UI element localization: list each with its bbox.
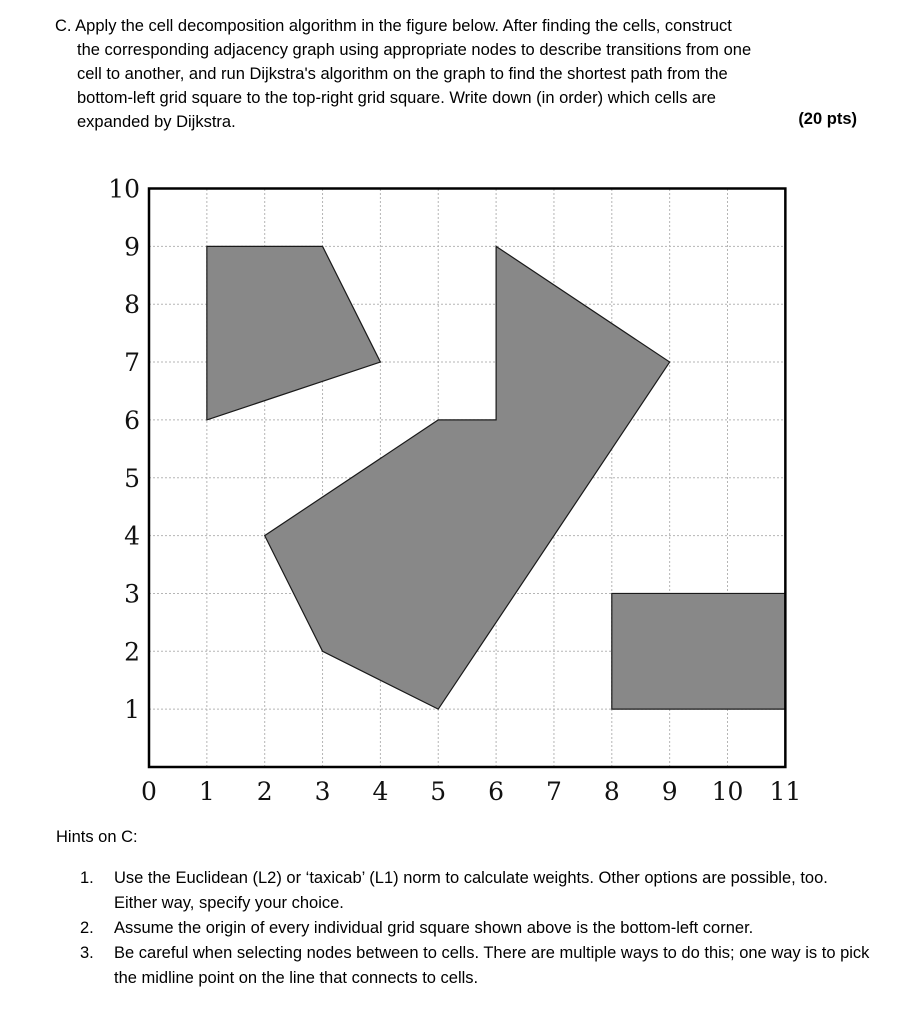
obstacle-right-rect: [612, 593, 786, 709]
question-line-3: cell to another, and run Dijkstra's algorithm on the graph to find the shortest path from the: [77, 65, 728, 83]
y-tick-label: 2: [124, 637, 140, 667]
x-tick-label: 8: [603, 777, 620, 806]
x-tick-label: 0: [141, 777, 157, 806]
y-tick-label: 5: [124, 463, 140, 493]
x-tick-label: 4: [372, 777, 389, 806]
x-tick-label: 5: [430, 777, 447, 806]
x-tick-label: 2: [256, 777, 273, 806]
y-tick-label: 1: [124, 695, 140, 725]
x-tick-label: 3: [314, 777, 331, 806]
y-tick-label: 8: [124, 290, 140, 320]
question-line-1: C. Apply the cell decomposition algorithm in the figure below. After finding the cells, construct: [55, 17, 732, 35]
y-tick-label: 7: [124, 348, 140, 378]
x-tick-label: 1: [198, 777, 215, 806]
points-label: (20 pts): [798, 110, 857, 128]
question-line-5: expanded by Dijkstra.: [77, 113, 236, 131]
hint-number: 3.: [80, 944, 94, 962]
hint-text: Use the Euclidean (L2) or ‘taxicab’ (L1) norm to calculate weights. Other options are possible, too. Either way, specify your choice.: [114, 869, 828, 912]
x-tick-label: 7: [545, 777, 562, 806]
hint-number: 2.: [80, 919, 94, 937]
x-tick-label: 10: [711, 777, 744, 806]
hint-item: [80, 866, 870, 916]
x-tick-label: 9: [661, 777, 678, 806]
x-tick-label: 11: [769, 777, 802, 806]
obstacle-top-left: [207, 246, 381, 420]
hint-number: 1.: [80, 869, 94, 887]
y-tick-label: 10: [108, 174, 140, 204]
hints-list: [80, 866, 870, 991]
hint-text: Be careful when selecting nodes between to cells. There are multiple ways to do this; one way is to pick the midline point on the line that connects to cells.: [114, 944, 870, 987]
y-tick-label: 4: [124, 521, 140, 551]
question-line-2: the corresponding adjacency graph using appropriate nodes to describe transitions from one: [77, 41, 752, 59]
hint-item: [80, 916, 870, 941]
hint-item: [80, 941, 870, 991]
y-tick-label: 6: [124, 405, 140, 435]
question-line-4: bottom-left grid square to the top-right grid square. Write down (in order) which cells are: [77, 89, 716, 107]
hints-title: Hints on C:: [56, 828, 138, 846]
x-tick-label: 6: [488, 777, 505, 806]
y-tick-label: 3: [124, 579, 140, 609]
y-tick-label: 9: [124, 232, 140, 262]
hint-text: Assume the origin of every individual grid square shown above is the bottom-left corner.: [114, 919, 754, 937]
